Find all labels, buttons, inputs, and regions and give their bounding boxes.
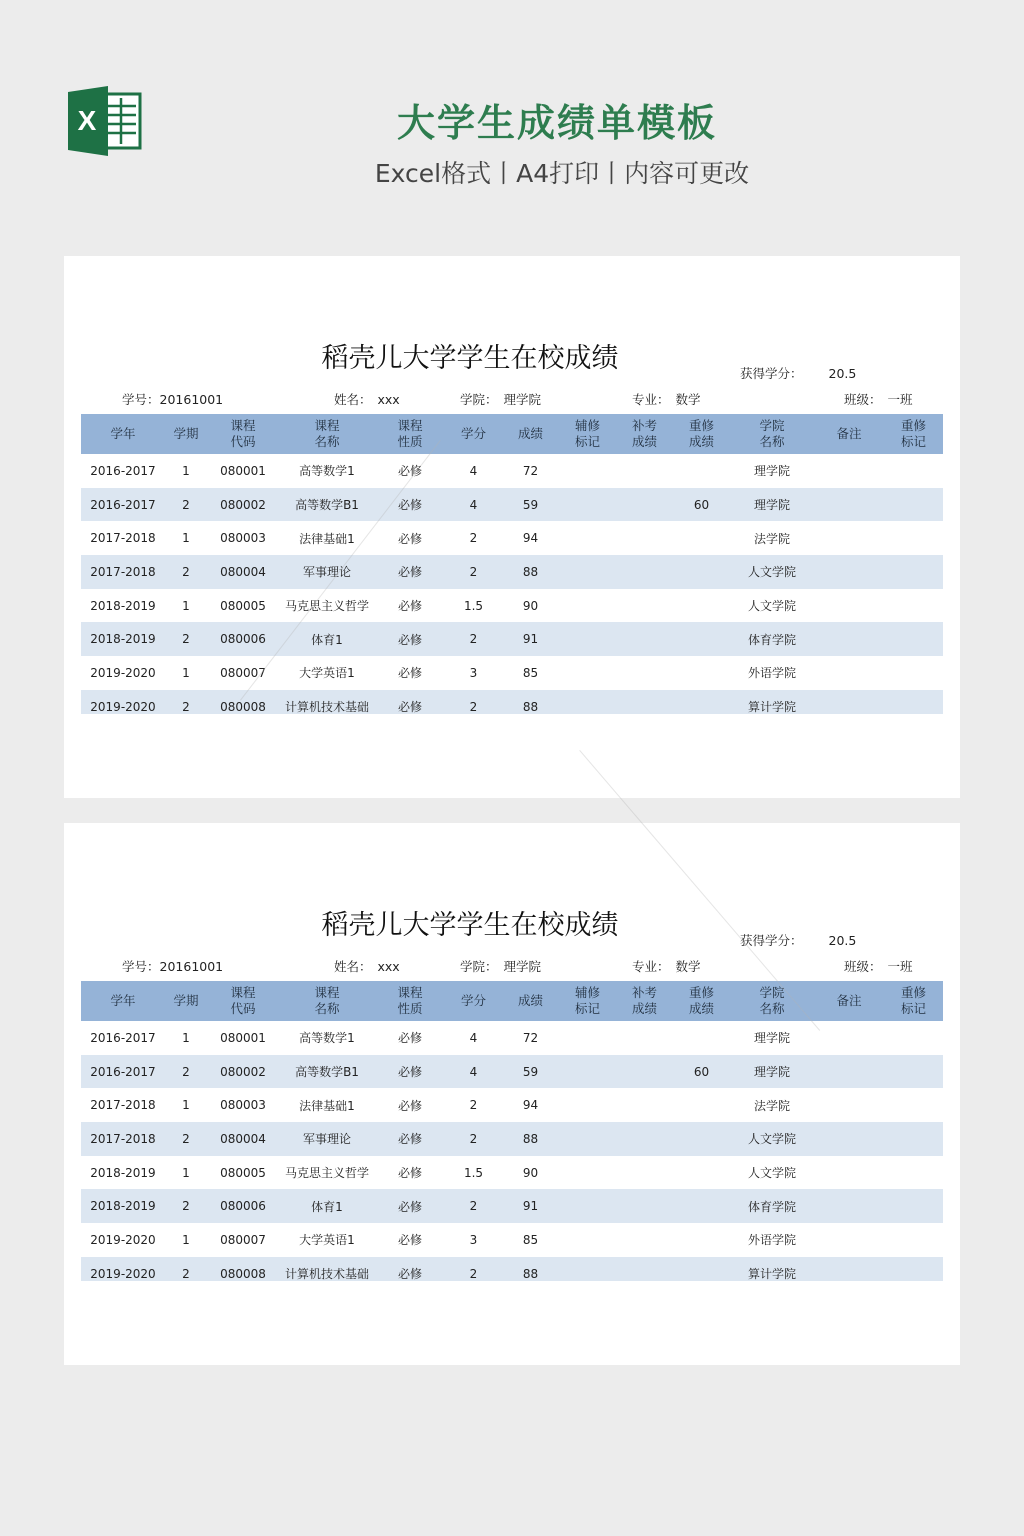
cell-term: 1: [182, 531, 190, 546]
column-header-year: 学年: [110, 426, 136, 441]
cell-type: 必修: [397, 565, 422, 580]
cell-year: 2018-2019: [90, 1199, 156, 1214]
cell-year: 2019-2020: [90, 1266, 156, 1281]
cell-minor-mark: [559, 1223, 616, 1257]
cell-retake-mark: [884, 1088, 943, 1122]
cell-code: 080006: [220, 1199, 266, 1214]
sheet-title: 稻壳儿大学学生在校成绩: [321, 910, 619, 941]
cell-minor-mark: [559, 690, 616, 714]
column-header-score: 成绩: [517, 426, 543, 441]
cell-college: 法学院: [753, 531, 790, 546]
cell-name: 法律基础1: [299, 531, 355, 546]
column-header-retake-mark: 重修 标记: [900, 418, 926, 449]
cell-type: 必修: [397, 1065, 422, 1080]
cell-retake-mark: [884, 589, 943, 623]
cell-year: 2016-2017: [90, 497, 156, 512]
cell-year: 2018-2019: [90, 598, 156, 613]
cell-year: 2018-2019: [90, 632, 156, 647]
cell-college: 理学院: [753, 1065, 790, 1080]
cell-name: 高等数学B1: [295, 498, 359, 513]
cell-college: 理学院: [753, 1031, 790, 1046]
cell-credit: 3: [469, 1232, 478, 1247]
cell-credit: 2: [469, 1266, 478, 1281]
cell-minor-mark: [559, 1257, 616, 1281]
major-info: [632, 390, 701, 408]
cell-term: 2: [182, 632, 190, 647]
cell-term: 1: [182, 665, 190, 680]
column-header-term: 学期: [173, 426, 199, 441]
table-row: [81, 555, 943, 589]
cell-score: 88: [522, 699, 539, 714]
cell-makeup-score: [616, 1156, 673, 1190]
cell-score: 88: [522, 1266, 539, 1281]
cell-retake-score: [673, 656, 730, 690]
cell-makeup-score: [616, 488, 673, 522]
college-info: [460, 390, 541, 408]
cell-name: 军事理论: [302, 565, 351, 580]
table-row: [81, 521, 943, 555]
column-header-type: 课程 性质: [397, 985, 423, 1016]
cell-year: 2018-2019: [90, 1165, 156, 1180]
cell-code: 080004: [220, 1131, 266, 1146]
column-header-score: 成绩: [517, 993, 543, 1008]
cell-name: 高等数学B1: [295, 1065, 359, 1080]
cell-note: [814, 1055, 884, 1089]
cell-retake-mark: [884, 488, 943, 522]
column-header-year: 学年: [110, 993, 136, 1008]
student-id-info: [122, 957, 223, 975]
cell-term: 1: [182, 1165, 190, 1180]
cell-retake-score: [673, 1156, 730, 1190]
name-label: 姓名：: [334, 959, 372, 974]
table-row: [81, 1189, 943, 1223]
cell-type: 必修: [397, 1233, 422, 1248]
cell-minor-mark: [559, 521, 616, 555]
table-row: [81, 1122, 943, 1156]
student-id-label: 学号：: [122, 392, 160, 407]
cell-note: [814, 1088, 884, 1122]
cell-note: [814, 1223, 884, 1257]
cell-note: [814, 1257, 884, 1281]
credits-info: [740, 364, 856, 382]
cell-college: 理学院: [753, 498, 790, 513]
cell-year: 2017-2018: [90, 1131, 156, 1146]
cell-term: 2: [182, 1199, 190, 1214]
cell-term: 2: [182, 1064, 190, 1079]
cell-name: 计算机技术基础: [284, 700, 369, 714]
cell-score: 91: [522, 1199, 539, 1214]
cell-credit: 1.5: [463, 598, 484, 613]
table-row: [81, 1156, 943, 1190]
cell-makeup-score: [616, 1088, 673, 1122]
college-info: [460, 957, 541, 975]
cell-retake-mark: [884, 1021, 943, 1055]
cell-type: 必修: [397, 1098, 422, 1113]
cell-score: 90: [522, 598, 539, 613]
cell-name: 马克思主义哲学: [284, 1166, 369, 1181]
cell-credit: 4: [469, 497, 478, 512]
cell-code: 080004: [220, 564, 266, 579]
column-header-note: 备注: [836, 993, 862, 1008]
cell-score: 59: [522, 1064, 539, 1079]
credits-value: 20.5: [828, 933, 857, 948]
cell-note: [814, 1156, 884, 1190]
cell-makeup-score: [616, 1021, 673, 1055]
grade-table: [81, 981, 943, 1281]
class-info: [844, 957, 913, 975]
major-info: [632, 957, 701, 975]
table-row: [81, 589, 943, 623]
cell-credit: 2: [469, 564, 478, 579]
table-row: [81, 690, 943, 714]
cell-retake-score: [673, 1021, 730, 1055]
credits-info: [740, 931, 856, 949]
column-header-note: 备注: [836, 426, 862, 441]
major-label: 专业：: [632, 959, 670, 974]
cell-college: 法学院: [753, 1098, 790, 1113]
credits-label: 获得学分：: [740, 933, 803, 948]
cell-code: 080002: [220, 497, 266, 512]
table-header: [81, 981, 943, 1021]
cell-year: 2016-2017: [90, 1030, 156, 1045]
column-header-code: 课程 代码: [230, 418, 256, 449]
cell-retake-mark: [884, 1055, 943, 1089]
cell-makeup-score: [616, 1189, 673, 1223]
table-row: [81, 1223, 943, 1257]
cell-score: 88: [522, 1131, 539, 1146]
grade-table: [81, 414, 943, 714]
name-label: 姓名：: [334, 392, 372, 407]
cell-minor-mark: [559, 1122, 616, 1156]
class-info: [844, 390, 913, 408]
table-row: [81, 1088, 943, 1122]
cell-makeup-score: [616, 555, 673, 589]
cell-makeup-score: [616, 690, 673, 714]
cell-year: 2019-2020: [90, 665, 156, 680]
cell-minor-mark: [559, 1021, 616, 1055]
college-value: 理学院: [503, 959, 542, 974]
cell-score: 94: [522, 531, 539, 546]
cell-type: 必修: [397, 464, 422, 479]
cell-type: 必修: [397, 632, 422, 647]
student-id-label: 学号：: [122, 959, 160, 974]
cell-minor-mark: [559, 488, 616, 522]
cell-name: 马克思主义哲学: [284, 599, 369, 614]
cell-type: 必修: [397, 1031, 422, 1046]
column-header-makeup-score: 补考 成绩: [631, 418, 657, 449]
cell-note: [814, 454, 884, 488]
column-header-college: 学院 名称: [759, 418, 785, 449]
cell-makeup-score: [616, 1055, 673, 1089]
cell-score: 85: [522, 665, 539, 680]
credits-value: 20.5: [828, 366, 857, 381]
college-value: 理学院: [503, 392, 542, 407]
cell-retake-score: [673, 521, 730, 555]
cell-credit: 3: [469, 665, 478, 680]
cell-code: 080001: [220, 1030, 266, 1045]
cell-name: 高等数学1: [299, 464, 355, 479]
cell-retake-mark: [884, 555, 943, 589]
cell-college: 理学院: [753, 464, 790, 479]
cell-year: 2019-2020: [90, 699, 156, 714]
cell-type: 必修: [397, 1132, 422, 1147]
cell-retake-score: [673, 622, 730, 656]
cell-type: 必修: [397, 666, 422, 681]
cell-year: 2017-2018: [90, 564, 156, 579]
student-id-value: 20161001: [159, 392, 224, 407]
cell-makeup-score: [616, 656, 673, 690]
cell-makeup-score: [616, 589, 673, 623]
page-title: 大学生成绩单模板: [396, 101, 717, 145]
cell-code: 080007: [220, 665, 266, 680]
svg-text:X: X: [77, 105, 97, 136]
cell-term: 1: [182, 1030, 190, 1045]
cell-code: 080005: [220, 1165, 266, 1180]
cell-credit: 4: [469, 463, 478, 478]
cell-retake-score: [673, 1122, 730, 1156]
cell-credit: 1.5: [463, 1165, 484, 1180]
cell-year: 2019-2020: [90, 1232, 156, 1247]
cell-retake-mark: [884, 1122, 943, 1156]
cell-minor-mark: [559, 656, 616, 690]
table-row: [81, 1021, 943, 1055]
cell-year: 2016-2017: [90, 1064, 156, 1079]
cell-note: [814, 1189, 884, 1223]
cell-type: 必修: [397, 531, 422, 546]
name-value: xxx: [377, 959, 400, 974]
class-label: 班级：: [844, 959, 882, 974]
name-info: [334, 390, 400, 408]
cell-retake-mark: [884, 656, 943, 690]
cell-credit: 2: [469, 1199, 478, 1214]
cell-retake-score: [673, 1257, 730, 1281]
cell-note: [814, 622, 884, 656]
cell-name: 计算机技术基础: [284, 1267, 369, 1281]
cell-year: 2016-2017: [90, 463, 156, 478]
column-header-name: 课程 名称: [314, 985, 340, 1016]
cell-minor-mark: [559, 622, 616, 656]
name-info: [334, 957, 400, 975]
table-row: [81, 488, 943, 522]
cell-retake-score: [673, 589, 730, 623]
column-header-code: 课程 代码: [230, 985, 256, 1016]
cell-retake-mark: [884, 622, 943, 656]
cell-term: 1: [182, 463, 190, 478]
cell-college: 人文学院: [747, 599, 796, 614]
cell-year: 2017-2018: [90, 1098, 156, 1113]
cell-note: [814, 589, 884, 623]
student-id-info: [122, 390, 223, 408]
student-id-value: 20161001: [159, 959, 224, 974]
cell-name: 体育1: [311, 1199, 343, 1214]
cell-retake-score: [673, 690, 730, 714]
table-row: [81, 1055, 943, 1089]
cell-code: 080007: [220, 1232, 266, 1247]
cell-score: 59: [522, 497, 539, 512]
cell-minor-mark: [559, 555, 616, 589]
cell-code: 080006: [220, 632, 266, 647]
cell-retake-mark: [884, 1223, 943, 1257]
cell-makeup-score: [616, 1223, 673, 1257]
cell-term: 2: [182, 497, 190, 512]
sheet-title: 稻壳儿大学学生在校成绩: [321, 343, 619, 374]
cell-code: 080008: [220, 699, 266, 714]
cell-score: 85: [522, 1232, 539, 1247]
cell-type: 必修: [397, 1166, 422, 1181]
cell-name: 高等数学1: [299, 1031, 355, 1046]
cell-minor-mark: [559, 589, 616, 623]
cell-term: 2: [182, 1131, 190, 1146]
cell-note: [814, 488, 884, 522]
major-label: 专业：: [632, 392, 670, 407]
page-header: [0, 0, 1024, 230]
cell-term: 1: [182, 1232, 190, 1247]
cell-type: 必修: [397, 498, 422, 513]
column-header-college: 学院 名称: [759, 985, 785, 1016]
cell-credit: 2: [469, 632, 478, 647]
cell-retake-score: 60: [693, 1064, 710, 1079]
cell-score: 72: [522, 463, 539, 478]
cell-minor-mark: [559, 454, 616, 488]
table-row: [81, 622, 943, 656]
cell-credit: 2: [469, 531, 478, 546]
cell-retake-score: [673, 1088, 730, 1122]
column-header-type: 课程 性质: [397, 418, 423, 449]
cell-score: 90: [522, 1165, 539, 1180]
cell-credit: 4: [469, 1064, 478, 1079]
cell-code: 080005: [220, 598, 266, 613]
cell-name: 军事理论: [302, 1132, 351, 1147]
cell-retake-score: [673, 454, 730, 488]
cell-code: 080002: [220, 1064, 266, 1079]
cell-name: 法律基础1: [299, 1098, 355, 1113]
table-row: [81, 454, 943, 488]
cell-retake-mark: [884, 454, 943, 488]
cell-year: 2017-2018: [90, 531, 156, 546]
class-value: 一班: [887, 959, 913, 974]
table-header: [81, 414, 943, 454]
cell-type: 必修: [397, 1267, 422, 1281]
cell-note: [814, 1021, 884, 1055]
cell-term: 2: [182, 1266, 190, 1281]
cell-minor-mark: [559, 1189, 616, 1223]
cell-name: 体育1: [311, 632, 343, 647]
cell-college: 算计学院: [747, 1267, 796, 1281]
cell-score: 94: [522, 1098, 539, 1113]
cell-code: 080001: [220, 463, 266, 478]
transcript-sheet: [64, 823, 960, 1365]
cell-retake-mark: [884, 1189, 943, 1223]
transcript-sheet: [64, 256, 960, 798]
column-header-term: 学期: [173, 993, 199, 1008]
cell-score: 72: [522, 1030, 539, 1045]
cell-name: 大学英语1: [299, 1233, 355, 1248]
cell-term: 2: [182, 699, 190, 714]
college-label: 学院：: [460, 959, 498, 974]
cell-note: [814, 656, 884, 690]
cell-note: [814, 555, 884, 589]
cell-retake-score: [673, 555, 730, 589]
cell-retake-score: 60: [693, 497, 710, 512]
cell-code: 080008: [220, 1266, 266, 1281]
cell-retake-mark: [884, 521, 943, 555]
cell-minor-mark: [559, 1088, 616, 1122]
cell-type: 必修: [397, 1199, 422, 1214]
cell-retake-mark: [884, 1257, 943, 1281]
cell-retake-mark: [884, 690, 943, 714]
major-value: 数学: [675, 392, 701, 407]
column-header-retake-score: 重修 成绩: [688, 985, 714, 1016]
column-header-credit: 学分: [460, 993, 486, 1008]
column-header-retake-mark: 重修 标记: [900, 985, 926, 1016]
cell-minor-mark: [559, 1156, 616, 1190]
column-header-makeup-score: 补考 成绩: [631, 985, 657, 1016]
cell-makeup-score: [616, 1257, 673, 1281]
cell-note: [814, 690, 884, 714]
cell-note: [814, 521, 884, 555]
cell-college: 体育学院: [747, 1199, 796, 1214]
major-value: 数学: [675, 959, 701, 974]
class-label: 班级：: [844, 392, 882, 407]
cell-retake-mark: [884, 1156, 943, 1190]
cell-note: [814, 1122, 884, 1156]
page-subtitle: Excel格式丨A4打印丨内容可更改: [374, 159, 750, 188]
column-header-minor-mark: 辅修 标记: [574, 985, 600, 1016]
cell-score: 91: [522, 632, 539, 647]
column-header-name: 课程 名称: [314, 418, 340, 449]
cell-makeup-score: [616, 454, 673, 488]
cell-type: 必修: [397, 599, 422, 614]
table-row: [81, 1257, 943, 1281]
cell-makeup-score: [616, 622, 673, 656]
class-value: 一班: [887, 392, 913, 407]
cell-makeup-score: [616, 1122, 673, 1156]
cell-score: 88: [522, 564, 539, 579]
college-label: 学院：: [460, 392, 498, 407]
cell-minor-mark: [559, 1055, 616, 1089]
cell-code: 080003: [220, 1098, 266, 1113]
cell-college: 人文学院: [747, 1132, 796, 1147]
cell-name: 大学英语1: [299, 666, 355, 681]
table-row: [81, 656, 943, 690]
cell-college: 体育学院: [747, 632, 796, 647]
cell-college: 人文学院: [747, 565, 796, 580]
column-header-credit: 学分: [460, 426, 486, 441]
cell-college: 人文学院: [747, 1166, 796, 1181]
cell-credit: 2: [469, 1098, 478, 1113]
cell-credit: 2: [469, 699, 478, 714]
cell-credit: 4: [469, 1030, 478, 1045]
cell-college: 外语学院: [747, 1233, 796, 1248]
column-header-retake-score: 重修 成绩: [688, 418, 714, 449]
cell-makeup-score: [616, 521, 673, 555]
credits-label: 获得学分：: [740, 366, 803, 381]
column-header-minor-mark: 辅修 标记: [574, 418, 600, 449]
cell-college: 算计学院: [747, 700, 796, 714]
name-value: xxx: [377, 392, 400, 407]
cell-type: 必修: [397, 700, 422, 714]
cell-term: 1: [182, 1098, 190, 1113]
cell-term: 1: [182, 598, 190, 613]
cell-credit: 2: [469, 1131, 478, 1146]
cell-retake-score: [673, 1223, 730, 1257]
cell-code: 080003: [220, 531, 266, 546]
cell-college: 外语学院: [747, 666, 796, 681]
cell-retake-score: [673, 1189, 730, 1223]
cell-term: 2: [182, 564, 190, 579]
